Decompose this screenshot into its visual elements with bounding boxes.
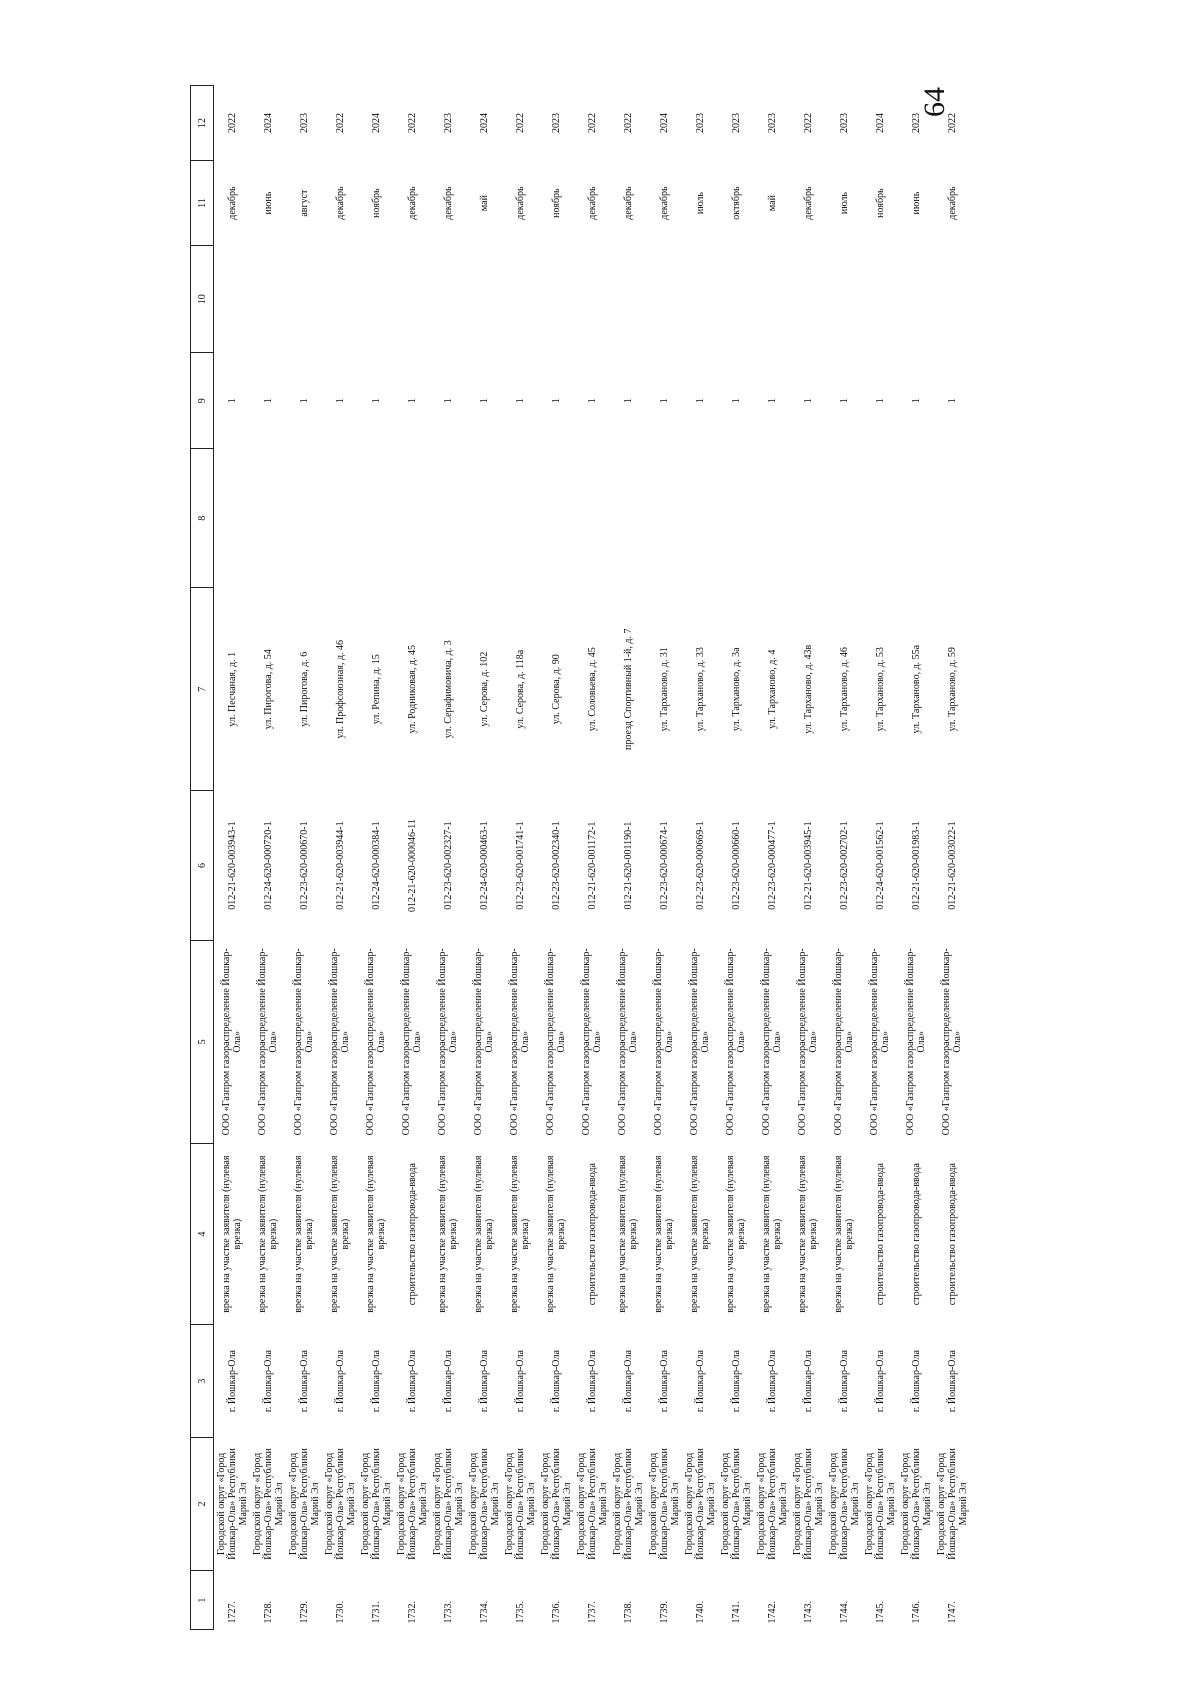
- table-cell-col-4: врезка на участке заявителя (нулевая врезка): [329, 1155, 351, 1313]
- table-cell-col-7: ул. Серова, д. 118а: [514, 649, 526, 729]
- table-cell-col-3: г. Йошкар-Ола: [766, 1350, 778, 1413]
- table-cell-col-11: июль: [694, 192, 706, 215]
- table-cell-col-7: ул. Тарханово, д. 33: [694, 647, 706, 732]
- table-cell-col-5: ООО «Газпром газораспределение Йошкар-Ола»: [221, 948, 243, 1136]
- table-cell-col-11: декабрь: [802, 186, 814, 220]
- table-cell-col-4: врезка на участке заявителя (нулевая врезка): [761, 1155, 783, 1313]
- table-cell-col-10: [250, 246, 286, 353]
- table-cell-col-6: 012-23-620-000670-1: [298, 821, 310, 910]
- table-cell-col-12: 2022: [334, 112, 346, 133]
- table-row: [610, 86, 646, 1630]
- table-cell-col-7: ул. Песчаная, д. 1: [226, 651, 238, 727]
- table-cell-col-12: 2023: [910, 112, 922, 133]
- table-row: [214, 86, 251, 1630]
- table-cell-col-4: врезка на участке заявителя (нулевая врезка): [617, 1155, 639, 1313]
- gas-connection-table: [190, 85, 970, 1630]
- table-cell-col-4: строительство газопровода-ввода: [946, 1163, 958, 1306]
- table-cell-col-1: 1743.: [802, 1601, 814, 1624]
- table-cell-col-2: Городской округ «Город Йошкар-Ола» Республики Марий Эл: [251, 1448, 285, 1560]
- table-cell-col-1: 1731.: [370, 1601, 382, 1624]
- table-cell-col-5: ООО «Газпром газораспределение Йошкар-Ола»: [329, 948, 351, 1136]
- table-cell-col-7: ул. Тарханово, д. 43в: [802, 644, 814, 734]
- table-cell-col-8: [754, 449, 790, 588]
- table-cell-col-1: 1745.: [874, 1601, 886, 1624]
- table-cell-col-12: 2022: [802, 112, 814, 133]
- table-cell-col-6: 012-21-620-003943-1: [226, 821, 238, 910]
- table-cell-col-3: г. Йошкар-Ола: [658, 1350, 670, 1413]
- table-cell-col-6: 012-21-620-003944-1: [334, 821, 346, 910]
- table-cell-col-10: [826, 246, 862, 353]
- table-cell-col-10: [934, 246, 970, 353]
- table-cell-col-10: [214, 246, 251, 353]
- table-cell-col-9: 1: [406, 398, 418, 404]
- table-cell-col-6: 012-23-620-002702-1: [838, 821, 850, 910]
- table-cell-col-1: 1732.: [406, 1601, 418, 1624]
- table-cell-col-12: 2024: [478, 112, 490, 133]
- table-cell-col-9: 1: [226, 398, 238, 404]
- table-cell-col-2: Городской округ «Город Йошкар-Ола» Республики Марий Эл: [935, 1448, 969, 1560]
- table-cell-col-12: 2022: [622, 112, 634, 133]
- table-cell-col-6: 012-21-620-001983-1: [910, 821, 922, 910]
- table-cell-col-1: 1729.: [298, 1601, 310, 1624]
- table-cell-col-8: [934, 449, 970, 588]
- table-cell-col-11: июнь: [262, 191, 274, 215]
- rotated-table-container: [190, 85, 1040, 1630]
- table-cell-col-11: август: [298, 189, 310, 217]
- table-cell-col-9: 1: [694, 398, 706, 404]
- column-header-7: 7: [191, 588, 214, 791]
- table-row: [322, 86, 358, 1630]
- table-cell-col-9: 1: [766, 398, 778, 404]
- table-cell-col-1: 1727.: [226, 1601, 238, 1624]
- table-cell-col-7: ул. Тарханово, д. 53: [874, 647, 886, 732]
- table-row: [790, 86, 826, 1630]
- table-cell-col-5: ООО «Газпром газораспределение Йошкар-Ола»: [545, 948, 567, 1136]
- column-header-4: 4: [191, 1143, 214, 1325]
- table-row: [538, 86, 574, 1630]
- table-cell-col-5: ООО «Газпром газораспределение Йошкар-Ола»: [797, 948, 819, 1136]
- table-cell-col-8: [610, 449, 646, 588]
- table-cell-col-10: [646, 246, 682, 353]
- table-cell-col-4: врезка на участке заявителя (нулевая врезка): [473, 1155, 495, 1313]
- table-cell-col-7: ул. Тарханово, д. 59: [946, 647, 958, 732]
- table-cell-col-10: [286, 246, 322, 353]
- table-cell-col-12: 2022: [514, 112, 526, 133]
- column-header-5: 5: [191, 940, 214, 1143]
- table-cell-col-5: ООО «Газпром газораспределение Йошкар-Ола»: [941, 948, 963, 1136]
- table-cell-col-10: [790, 246, 826, 353]
- table-cell-col-10: [718, 246, 754, 353]
- table-cell-col-9: 1: [478, 398, 490, 404]
- table-cell-col-3: г. Йошкар-Ола: [478, 1350, 490, 1413]
- table-cell-col-1: 1735.: [514, 1601, 526, 1624]
- table-cell-col-10: [394, 246, 430, 353]
- table-cell-col-8: [574, 449, 610, 588]
- table-cell-col-5: ООО «Газпром газораспределение Йошкар-Ола»: [869, 948, 891, 1136]
- table-cell-col-4: врезка на участке заявителя (нулевая врезка): [437, 1155, 459, 1313]
- table-cell-col-11: декабрь: [442, 186, 454, 220]
- table-cell-col-7: ул. Тарханово, д. 31: [658, 647, 670, 732]
- table-cell-col-3: г. Йошкар-Ола: [586, 1350, 598, 1413]
- table-cell-col-7: ул. Родниковая, д. 45: [406, 645, 418, 734]
- table-cell-col-3: г. Йошкар-Ола: [838, 1350, 850, 1413]
- table-cell-col-1: 1739.: [658, 1601, 670, 1624]
- table-cell-col-10: [538, 246, 574, 353]
- table-cell-col-6: 012-23-620-002340-1: [550, 821, 562, 910]
- table-cell-col-1: 1737.: [586, 1601, 598, 1624]
- table-cell-col-9: 1: [622, 398, 634, 404]
- table-cell-col-9: 1: [298, 398, 310, 404]
- table-cell-col-2: Городской округ «Город Йошкар-Ола» Республики Марий Эл: [611, 1448, 645, 1560]
- table-cell-col-2: Городской округ «Город Йошкар-Ола» Республики Марий Эл: [359, 1448, 393, 1560]
- table-cell-col-2: Городской округ «Город Йошкар-Ола» Республики Марий Эл: [683, 1448, 717, 1560]
- table-cell-col-5: ООО «Газпром газораспределение Йошкар-Ола»: [581, 948, 603, 1136]
- table-cell-col-10: [322, 246, 358, 353]
- table-cell-col-8: [214, 449, 251, 588]
- table-cell-col-6: 012-23-620-001741-1: [514, 821, 526, 910]
- page-number: 64: [918, 87, 951, 117]
- table-cell-col-8: [286, 449, 322, 588]
- table-cell-col-12: 2024: [658, 112, 670, 133]
- table-cell-col-2: Городской округ «Город Йошкар-Ола» Республики Марий Эл: [431, 1448, 465, 1560]
- table-cell-col-5: ООО «Газпром газораспределение Йошкар-Ола»: [905, 948, 927, 1136]
- table-cell-col-8: [250, 449, 286, 588]
- table-cell-col-7: ул. Репина, д. 15: [370, 654, 382, 725]
- table-cell-col-6: 012-23-620-000669-1: [694, 821, 706, 910]
- table-body: [214, 86, 971, 1630]
- table-cell-col-12: 2023: [694, 112, 706, 133]
- table-cell-col-9: 1: [838, 398, 850, 404]
- table-cell-col-8: [394, 449, 430, 588]
- table-row: [754, 86, 790, 1630]
- table-cell-col-1: 1728.: [262, 1601, 274, 1624]
- column-header-11: 11: [191, 160, 214, 245]
- table-cell-col-2: Городской округ «Город Йошкар-Ола» Республики Марий Эл: [791, 1448, 825, 1560]
- column-header-12: 12: [191, 86, 214, 161]
- table-cell-col-6: 012-24-620-000384-1: [370, 821, 382, 910]
- column-header-8: 8: [191, 449, 214, 588]
- table-cell-col-2: Городской округ «Город Йошкар-Ола» Республики Марий Эл: [323, 1448, 357, 1560]
- table-cell-col-6: 012-21-620-003022-1: [946, 821, 958, 910]
- table-cell-col-2: Городской округ «Город Йошкар-Ола» Республики Марий Эл: [863, 1448, 897, 1560]
- column-header-6: 6: [191, 791, 214, 941]
- table-cell-col-3: г. Йошкар-Ола: [334, 1350, 346, 1413]
- table-cell-col-8: [862, 449, 898, 588]
- table-cell-col-5: ООО «Газпром газораспределение Йошкар-Ола»: [653, 948, 675, 1136]
- table-cell-col-2: Городской округ «Город Йошкар-Ола» Республики Марий Эл: [827, 1448, 861, 1560]
- table-cell-col-8: [466, 449, 502, 588]
- table-cell-col-3: г. Йошкар-Ола: [370, 1350, 382, 1413]
- table-cell-col-1: 1744.: [838, 1601, 850, 1624]
- column-header-1: 1: [191, 1571, 214, 1630]
- table-cell-col-10: [466, 246, 502, 353]
- table-row: [430, 86, 466, 1630]
- table-cell-col-5: ООО «Газпром газораспределение Йошкар-Ола»: [293, 948, 315, 1136]
- table-cell-col-4: врезка на участке заявителя (нулевая врезка): [257, 1155, 279, 1313]
- table-cell-col-7: проезд Спортивный 1-й, д. 7: [622, 628, 634, 750]
- table-cell-col-10: [754, 246, 790, 353]
- table-cell-col-10: [610, 246, 646, 353]
- table-cell-col-2: Городской округ «Город Йошкар-Ола» Республики Марий Эл: [287, 1448, 321, 1560]
- table-cell-col-8: [502, 449, 538, 588]
- table-cell-col-6: 012-23-620-002327-1: [442, 821, 454, 910]
- table-cell-col-4: врезка на участке заявителя (нулевая врезка): [797, 1155, 819, 1313]
- table-cell-col-11: май: [766, 195, 778, 212]
- table-row: [646, 86, 682, 1630]
- table-cell-col-12: 2022: [406, 112, 418, 133]
- table-cell-col-11: май: [478, 195, 490, 212]
- table-cell-col-11: декабрь: [514, 186, 526, 220]
- table-cell-col-6: 012-21-620-001172-1: [586, 821, 598, 910]
- table-cell-col-11: декабрь: [658, 186, 670, 220]
- table-cell-col-2: Городской округ «Город Йошкар-Ола» Республики Марий Эл: [719, 1448, 753, 1560]
- table-cell-col-4: строительство газопровода-ввода: [406, 1163, 418, 1306]
- table-cell-col-9: 1: [262, 398, 274, 404]
- table-cell-col-3: г. Йошкар-Ола: [298, 1350, 310, 1413]
- column-header-3: 3: [191, 1325, 214, 1437]
- table-cell-col-9: 1: [514, 398, 526, 404]
- table-cell-col-8: [646, 449, 682, 588]
- table-cell-col-5: ООО «Газпром газораспределение Йошкар-Ола»: [725, 948, 747, 1136]
- table-row: [250, 86, 286, 1630]
- table-cell-col-12: 2023: [766, 112, 778, 133]
- table-cell-col-12: 2022: [226, 112, 238, 133]
- table-cell-col-3: г. Йошкар-Ола: [406, 1350, 418, 1413]
- table-cell-col-6: 012-23-620-000477-1: [766, 821, 778, 910]
- table-cell-col-1: 1738.: [622, 1601, 634, 1624]
- table-cell-col-6: 012-24-620-000720-1: [262, 821, 274, 910]
- table-cell-col-3: г. Йошкар-Ола: [226, 1350, 238, 1413]
- table-cell-col-7: ул. Серова, д. 102: [478, 651, 490, 727]
- table-cell-col-12: 2023: [298, 112, 310, 133]
- table-cell-col-2: Городской округ «Город Йошкар-Ола» Республики Марий Эл: [899, 1448, 933, 1560]
- table-cell-col-1: 1741.: [730, 1601, 742, 1624]
- table-cell-col-8: [538, 449, 574, 588]
- table-row: [682, 86, 718, 1630]
- table-cell-col-6: 012-21-620-000046-11: [406, 819, 418, 913]
- table-cell-col-6: 012-21-620-003945-1: [802, 821, 814, 910]
- table-cell-col-1: 1730.: [334, 1601, 346, 1624]
- table-cell-col-12: 2024: [262, 112, 274, 133]
- table-cell-col-3: г. Йошкар-Ола: [442, 1350, 454, 1413]
- table-cell-col-11: июль: [838, 192, 850, 215]
- table-cell-col-9: 1: [586, 398, 598, 404]
- table-cell-col-1: 1742.: [766, 1601, 778, 1624]
- table-cell-col-3: г. Йошкар-Ола: [622, 1350, 634, 1413]
- column-header-10: 10: [191, 246, 214, 353]
- table-row: [862, 86, 898, 1630]
- table-cell-col-2: Городской округ «Город Йошкар-Ола» Республики Марий Эл: [503, 1448, 537, 1560]
- table-cell-col-12: 2024: [874, 112, 886, 133]
- table-cell-col-7: ул. Пирогова, д. 6: [298, 651, 310, 727]
- table-cell-col-9: 1: [730, 398, 742, 404]
- table-cell-col-11: июнь: [910, 191, 922, 215]
- table-row: [502, 86, 538, 1630]
- table-cell-col-3: г. Йошкар-Ола: [694, 1350, 706, 1413]
- table-cell-col-11: декабрь: [406, 186, 418, 220]
- table-cell-col-3: г. Йошкар-Ола: [910, 1350, 922, 1413]
- table-cell-col-4: строительство газопровода-ввода: [586, 1163, 598, 1306]
- table-row: [898, 86, 934, 1630]
- table-cell-col-10: [574, 246, 610, 353]
- table-cell-col-2: Городской округ «Город Йошкар-Ола» Республики Марий Эл: [467, 1448, 501, 1560]
- table-cell-col-1: 1734.: [478, 1601, 490, 1624]
- table-cell-col-1: 1746.: [910, 1601, 922, 1624]
- table-cell-col-5: ООО «Газпром газораспределение Йошкар-Ола»: [617, 948, 639, 1136]
- table-cell-col-10: [898, 246, 934, 353]
- table-cell-col-9: 1: [946, 398, 958, 404]
- table-cell-col-8: [718, 449, 754, 588]
- column-number-header: [191, 86, 214, 1630]
- table-cell-col-7: ул. Профсоюзная, д. 46: [334, 639, 346, 739]
- table-row: [826, 86, 862, 1630]
- table-row: [286, 86, 322, 1630]
- table-cell-col-3: г. Йошкар-Ола: [550, 1350, 562, 1413]
- table-cell-col-4: врезка на участке заявителя (нулевая врезка): [725, 1155, 747, 1313]
- table-cell-col-3: г. Йошкар-Ола: [514, 1350, 526, 1413]
- table-cell-col-4: строительство газопровода-ввода: [910, 1163, 922, 1306]
- table-cell-col-1: 1733.: [442, 1601, 454, 1624]
- table-row: [574, 86, 610, 1630]
- table-cell-col-12: 2023: [838, 112, 850, 133]
- table-cell-col-4: врезка на участке заявителя (нулевая врезка): [545, 1155, 567, 1313]
- table-cell-col-9: 1: [370, 398, 382, 404]
- table-cell-col-5: ООО «Газпром газораспределение Йошкар-Ола»: [833, 948, 855, 1136]
- table-row: [466, 86, 502, 1630]
- table-cell-col-11: ноябрь: [370, 188, 382, 218]
- table-cell-col-8: [430, 449, 466, 588]
- table-cell-col-12: 2023: [442, 112, 454, 133]
- table-cell-col-6: 012-24-620-000463-1: [478, 821, 490, 910]
- table-cell-col-12: 2023: [550, 112, 562, 133]
- table-cell-col-4: врезка на участке заявителя (нулевая врезка): [689, 1155, 711, 1313]
- table-cell-col-7: ул. Тарханово, д. 46: [838, 647, 850, 732]
- table-cell-col-10: [682, 246, 718, 353]
- table-cell-col-8: [826, 449, 862, 588]
- table-cell-col-12: 2024: [370, 112, 382, 133]
- table-cell-col-12: 2023: [730, 112, 742, 133]
- table-cell-col-10: [502, 246, 538, 353]
- table-cell-col-6: 012-21-620-001190-1: [622, 821, 634, 910]
- table-cell-col-4: строительство газопровода-ввода: [874, 1163, 886, 1306]
- table-cell-col-2: Городской округ «Город Йошкар-Ола» Республики Марий Эл: [395, 1448, 429, 1560]
- table-cell-col-7: ул. Серафимовича, д. 3: [442, 640, 454, 739]
- table-cell-col-9: 1: [658, 398, 670, 404]
- table-cell-col-2: Городской округ «Город Йошкар-Ола» Республики Марий Эл: [539, 1448, 573, 1560]
- table-cell-col-7: ул. Тарханово, д. 4: [766, 649, 778, 729]
- table-cell-col-3: г. Йошкар-Ола: [874, 1350, 886, 1413]
- table-cell-col-11: декабрь: [946, 186, 958, 220]
- table-cell-col-8: [322, 449, 358, 588]
- table-cell-col-5: ООО «Газпром газораспределение Йошкар-Ола»: [509, 948, 531, 1136]
- table-cell-col-9: 1: [442, 398, 454, 404]
- table-cell-col-10: [430, 246, 466, 353]
- table-cell-col-3: г. Йошкар-Ола: [802, 1350, 814, 1413]
- table-cell-col-7: ул. Серова, д. 90: [550, 654, 562, 725]
- table-cell-col-7: ул. Тарханово, д. 3а: [730, 647, 742, 732]
- table-cell-col-10: [862, 246, 898, 353]
- table-cell-col-4: врезка на участке заявителя (нулевая врезка): [221, 1155, 243, 1313]
- table-cell-col-4: врезка на участке заявителя (нулевая врезка): [653, 1155, 675, 1313]
- table-cell-col-11: декабрь: [622, 186, 634, 220]
- table-cell-col-7: ул. Соловьева, д. 45: [586, 647, 598, 732]
- table-cell-col-9: 1: [802, 398, 814, 404]
- table-cell-col-6: 012-23-620-000660-1: [730, 821, 742, 910]
- table-cell-col-5: ООО «Газпром газораспределение Йошкар-Ола»: [473, 948, 495, 1136]
- table-cell-col-5: ООО «Газпром газораспределение Йошкар-Ола»: [689, 948, 711, 1136]
- table-cell-col-9: 1: [874, 398, 886, 404]
- table-cell-col-1: 1747.: [946, 1601, 958, 1624]
- table-cell-col-2: Городской округ «Город Йошкар-Ола» Республики Марий Эл: [755, 1448, 789, 1560]
- table-row: [934, 86, 970, 1630]
- table-cell-col-3: г. Йошкар-Ола: [730, 1350, 742, 1413]
- table-cell-col-2: Городской округ «Город Йошкар-Ола» Республики Марий Эл: [647, 1448, 681, 1560]
- table-cell-col-4: врезка на участке заявителя (нулевая врезка): [293, 1155, 315, 1313]
- table-cell-col-8: [898, 449, 934, 588]
- table-cell-col-12: 2022: [946, 112, 958, 133]
- table-cell-col-3: г. Йошкар-Ола: [262, 1350, 274, 1413]
- table-cell-col-8: [790, 449, 826, 588]
- table-cell-col-2: Городской округ «Город Йошкар-Ола» Республики Марий Эл: [575, 1448, 609, 1560]
- table-cell-col-3: г. Йошкар-Ола: [946, 1350, 958, 1413]
- table-cell-col-5: ООО «Газпром газораспределение Йошкар-Ола»: [257, 948, 279, 1136]
- table-row: [394, 86, 430, 1630]
- table-cell-col-8: [358, 449, 394, 588]
- table-cell-col-7: ул. Пирогова, д. 54: [262, 649, 274, 730]
- column-header-9: 9: [191, 353, 214, 449]
- table-cell-col-6: 012-24-620-001562-1: [874, 821, 886, 910]
- table-cell-col-4: врезка на участке заявителя (нулевая врезка): [509, 1155, 531, 1313]
- table-cell-col-2: Городской округ «Город Йошкар-Ола» Республики Марий Эл: [215, 1448, 249, 1560]
- table-cell-col-9: 1: [910, 398, 922, 404]
- table-cell-col-11: октябрь: [730, 186, 742, 220]
- table-cell-col-10: [358, 246, 394, 353]
- table-cell-col-11: декабрь: [334, 186, 346, 220]
- table-cell-col-5: ООО «Газпром газораспределение Йошкар-Ола»: [401, 948, 423, 1136]
- table-cell-col-1: 1736.: [550, 1601, 562, 1624]
- table-cell-col-6: 012-23-620-000674-1: [658, 821, 670, 910]
- table-cell-col-9: 1: [334, 398, 346, 404]
- table-row: [358, 86, 394, 1630]
- table-cell-col-11: декабрь: [226, 186, 238, 220]
- table-cell-col-4: врезка на участке заявителя (нулевая врезка): [365, 1155, 387, 1313]
- table-cell-col-1: 1740.: [694, 1601, 706, 1624]
- column-header-2: 2: [191, 1437, 214, 1571]
- table-cell-col-12: 2022: [586, 112, 598, 133]
- table-cell-col-5: ООО «Газпром газораспределение Йошкар-Ола»: [437, 948, 459, 1136]
- table-cell-col-4: врезка на участке заявителя (нулевая врезка): [833, 1155, 855, 1313]
- table-row: [718, 86, 754, 1630]
- table-cell-col-8: [682, 449, 718, 588]
- table-cell-col-11: ноябрь: [874, 188, 886, 218]
- table-cell-col-5: ООО «Газпром газораспределение Йошкар-Ола»: [365, 948, 387, 1136]
- table-cell-col-7: ул. Тарханово, д. 55а: [910, 644, 922, 734]
- table-cell-col-11: ноябрь: [550, 188, 562, 218]
- table-cell-col-9: 1: [550, 398, 562, 404]
- table-cell-col-11: декабрь: [586, 186, 598, 220]
- table-cell-col-5: ООО «Газпром газораспределение Йошкар-Ола»: [761, 948, 783, 1136]
